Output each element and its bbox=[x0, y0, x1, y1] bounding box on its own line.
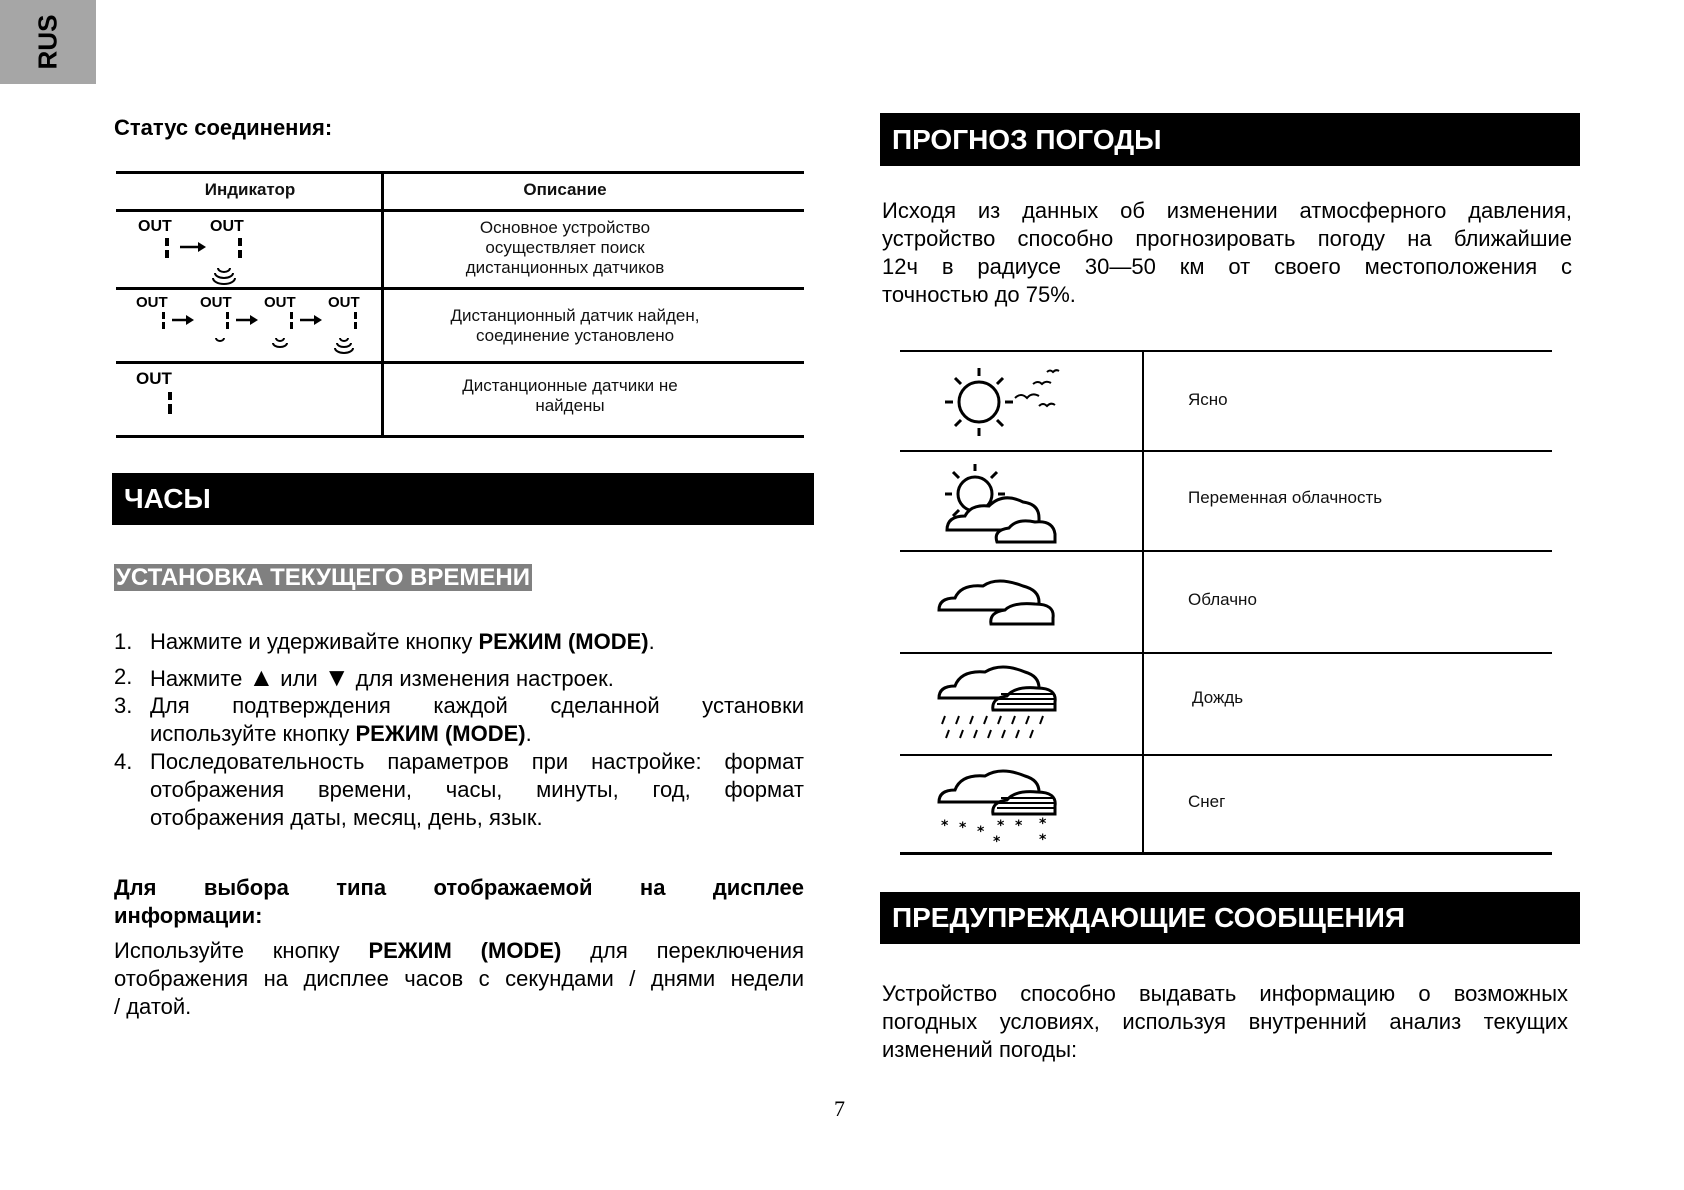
out-label: OUT bbox=[200, 294, 232, 311]
clock-heading-text: ЧАСЫ bbox=[124, 483, 211, 514]
weather-label: Дождь bbox=[1192, 688, 1244, 707]
svg-text:*: * bbox=[1039, 816, 1047, 832]
clock-section-heading bbox=[112, 473, 814, 525]
out-label: OUT bbox=[210, 218, 244, 235]
up-arrow-icon: ▲ bbox=[248, 662, 275, 692]
table-rule bbox=[900, 350, 1552, 352]
table-rule bbox=[900, 550, 1552, 552]
partly-cloudy-icon bbox=[935, 458, 1075, 548]
mode-button-ref: РЕЖИМ (MODE) bbox=[355, 721, 526, 746]
display-type-paragraph: Используйте кнопку РЕЖИМ (MODE) для переключения отображения на дисплее часов с секундами / днями недели / датой. bbox=[114, 938, 804, 1019]
warnings-section-heading bbox=[880, 892, 1580, 944]
snow-icon bbox=[935, 768, 1075, 848]
forecast-heading-text: ПРОГНОЗ ПОГОДЫ bbox=[892, 123, 1162, 155]
warnings-heading-text: ПРЕДУПРЕЖДАЮЩИЕ СООБЩЕНИЯ bbox=[892, 902, 1406, 933]
row-description: Основное устройство осуществляет поиск дистанционных датчиков bbox=[465, 218, 665, 277]
language-tab bbox=[0, 0, 96, 84]
display-type-title: Для выбора типа отображаемой на дисплее информации: bbox=[114, 875, 804, 928]
searching-indicator-icon bbox=[130, 214, 250, 286]
forecast-section-heading bbox=[880, 113, 1580, 166]
found-indicator-icon bbox=[130, 292, 370, 360]
svg-text:*: * bbox=[977, 824, 985, 840]
out-label: OUT bbox=[264, 294, 296, 311]
svg-text:*: * bbox=[1015, 818, 1023, 834]
mode-button-ref: РЕЖИМ (MODE) bbox=[478, 629, 649, 654]
connection-status-title: Статус соединения: bbox=[114, 115, 333, 140]
page-number: 7 bbox=[834, 1096, 845, 1121]
mode-button-ref: РЕЖИМ (MODE) bbox=[368, 938, 562, 963]
table-rule bbox=[116, 361, 804, 364]
table-rule bbox=[900, 852, 1552, 855]
column-header-indicator: Индикатор bbox=[204, 180, 296, 199]
svg-text:*: * bbox=[997, 818, 1005, 834]
list-item: 4. Последовательность параметров при настройке: формат отображения времени, часы, минуты, год, формат отображения даты, месяц, день, язык. bbox=[114, 749, 804, 830]
table-rule bbox=[116, 287, 804, 290]
rain-icon bbox=[935, 662, 1075, 746]
table-rule bbox=[900, 754, 1552, 756]
row-description: Дистанционный датчик найден, соединение установлено bbox=[450, 306, 700, 345]
forecast-paragraph: Исходя из данных об изменении атмосферного давления, устройство способно прогнозировать погоду на ближайшие 12ч в радиусе 30—50 км от своего местоположения с точностью до 75%. bbox=[882, 198, 1572, 307]
column-header-description: Описание bbox=[523, 180, 607, 199]
table-rule bbox=[116, 209, 804, 212]
out-label: OUT bbox=[136, 369, 172, 388]
table-rule bbox=[900, 450, 1552, 452]
svg-text:*: * bbox=[1039, 832, 1047, 848]
svg-text:*: * bbox=[941, 818, 949, 834]
out-label: OUT bbox=[328, 294, 360, 311]
row-description: Дистанционные датчики не найдены bbox=[462, 376, 678, 415]
down-arrow-icon: ▼ bbox=[323, 662, 350, 692]
weather-label: Облачно bbox=[1188, 590, 1257, 609]
list-item: 3. Для подтверждения каждой сделанной установки используйте кнопку РЕЖИМ (MODE). bbox=[114, 693, 804, 746]
set-time-subheading bbox=[114, 562, 532, 594]
not-found-indicator-icon bbox=[130, 366, 190, 426]
out-label: OUT bbox=[138, 218, 172, 235]
table-rule bbox=[116, 171, 804, 174]
warnings-paragraph: Устройство способно выдавать информацию о возможных погодных условиях, используя внутренний анализ текущих изменений погоды: bbox=[882, 981, 1568, 1062]
table-column-divider bbox=[1142, 350, 1144, 855]
table-column-divider bbox=[381, 171, 384, 438]
sun-birds-icon bbox=[935, 360, 1065, 442]
svg-text:*: * bbox=[993, 834, 1001, 850]
cloudy-icon bbox=[935, 580, 1075, 640]
weather-label: Переменная облачность bbox=[1188, 488, 1383, 507]
set-time-subheading-text: УСТАНОВКА ТЕКУЩЕГО ВРЕМЕНИ bbox=[116, 564, 530, 591]
table-rule bbox=[116, 435, 804, 438]
out-label: OUT bbox=[136, 294, 168, 311]
language-tab-label: RUS bbox=[32, 14, 63, 70]
weather-label: Ясно bbox=[1188, 390, 1228, 409]
table-rule bbox=[900, 652, 1552, 654]
weather-label: Снег bbox=[1188, 792, 1226, 811]
svg-text:*: * bbox=[959, 820, 967, 836]
